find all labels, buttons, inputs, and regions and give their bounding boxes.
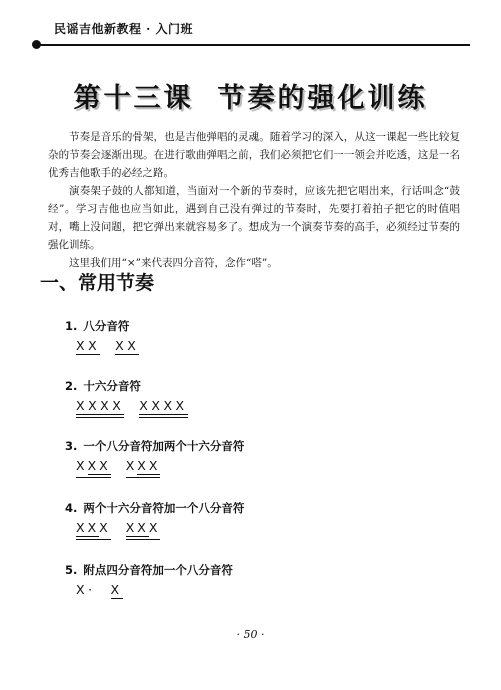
note: X	[115, 338, 125, 353]
note: X	[88, 338, 98, 353]
lesson-number: 第十三课	[73, 83, 194, 114]
intro-paragraph-1: 节奏是音乐的骨架，也是吉他弹唱的灵魂。随着学习的深入，从这一课起一些比较复杂的节奏会逐渐出现。在进行歌曲弹唱之前，我们必须把它们一一领会并吃透，这是一名优秀吉他歌手的必经之路。	[48, 131, 460, 179]
note: X	[76, 338, 86, 353]
item-label-two-sixteenths-eighth	[65, 500, 244, 516]
header-rule	[40, 44, 470, 46]
note: X	[76, 582, 86, 597]
intro-paragraph-2: 演奏架子鼓的人都知道，当面对一个新的节奏时，应该先把它唱出来，行话叫念“鼓经”。学习吉他也应当如此，遇到自己没有弹过的节奏时，先要打着拍子把它的时值唱对，嘴上没问题，把它弹出来就容易多了。想成为一个演奏节奏的高手，必须经过节奏的强化训练。	[48, 185, 460, 251]
note-group	[76, 398, 124, 418]
note-group	[76, 338, 100, 355]
page-number: · 50 ·	[236, 628, 265, 641]
rhythm-sixteenth-notes	[76, 398, 199, 418]
intro-paragraph-3: 这里我们用“×”来代表四分音符，念作“嗒”。	[69, 257, 278, 269]
note-group	[76, 520, 111, 540]
note: X	[137, 458, 146, 473]
note: X	[139, 398, 149, 413]
note-group	[126, 520, 161, 540]
rhythm-two-sixteenths-eighth	[76, 520, 171, 540]
item-text: 一个八分音符加两个十六分音符	[83, 439, 245, 453]
note: X	[99, 520, 108, 535]
item-text: 十六分音符	[83, 379, 141, 393]
note-group	[111, 582, 123, 599]
augmentation-dot: ·	[88, 582, 93, 597]
note: X	[148, 458, 158, 473]
item-text: 八分音符	[83, 319, 130, 333]
note: X	[175, 398, 185, 413]
note: X	[125, 458, 135, 473]
note: X	[137, 520, 146, 535]
item-label-dotted-quarter-eighth	[65, 562, 233, 578]
item-label-sixteenth-notes	[65, 378, 141, 394]
note-group	[115, 338, 139, 355]
page-header	[32, 10, 470, 50]
item-number: 3.	[65, 439, 78, 453]
item-label-eighth-notes	[65, 318, 129, 334]
note: X	[87, 520, 97, 535]
note: X	[100, 398, 110, 413]
item-label-eighth-two-sixteenths	[65, 438, 244, 454]
item-number: 4.	[65, 501, 78, 515]
note: X	[87, 458, 97, 473]
item-number: 5.	[65, 563, 78, 577]
note: X	[151, 398, 161, 413]
item-text: 附点四分音符加一个八分音符	[83, 563, 233, 577]
note: X	[76, 520, 85, 535]
note-group	[126, 458, 161, 478]
note: X	[99, 458, 108, 473]
note-group	[76, 458, 111, 478]
intro-text	[48, 128, 460, 272]
rhythm-dotted-quarter-eighth	[76, 582, 134, 599]
section-title: 一、常用节奏	[40, 272, 155, 294]
lesson-name: 节奏的强化训练	[217, 83, 428, 114]
note-group	[76, 582, 96, 597]
note-group	[139, 398, 187, 418]
lesson-title	[0, 76, 501, 115]
note: X	[127, 338, 137, 353]
note: X	[110, 582, 120, 597]
rhythm-eighth-two-sixteenths	[76, 458, 171, 478]
item-text: 两个十六分音符加一个八分音符	[83, 501, 245, 515]
note: X	[76, 458, 85, 473]
book-title: 民谣吉他新教程 · 入门班	[54, 22, 194, 36]
note: X	[76, 398, 86, 413]
item-number: 2.	[65, 379, 78, 393]
note: X	[112, 398, 122, 413]
rhythm-eighth-notes	[76, 338, 150, 355]
item-number: 1.	[65, 319, 78, 333]
note: X	[125, 520, 135, 535]
note: X	[148, 520, 158, 535]
note: X	[88, 398, 98, 413]
note: X	[163, 398, 173, 413]
